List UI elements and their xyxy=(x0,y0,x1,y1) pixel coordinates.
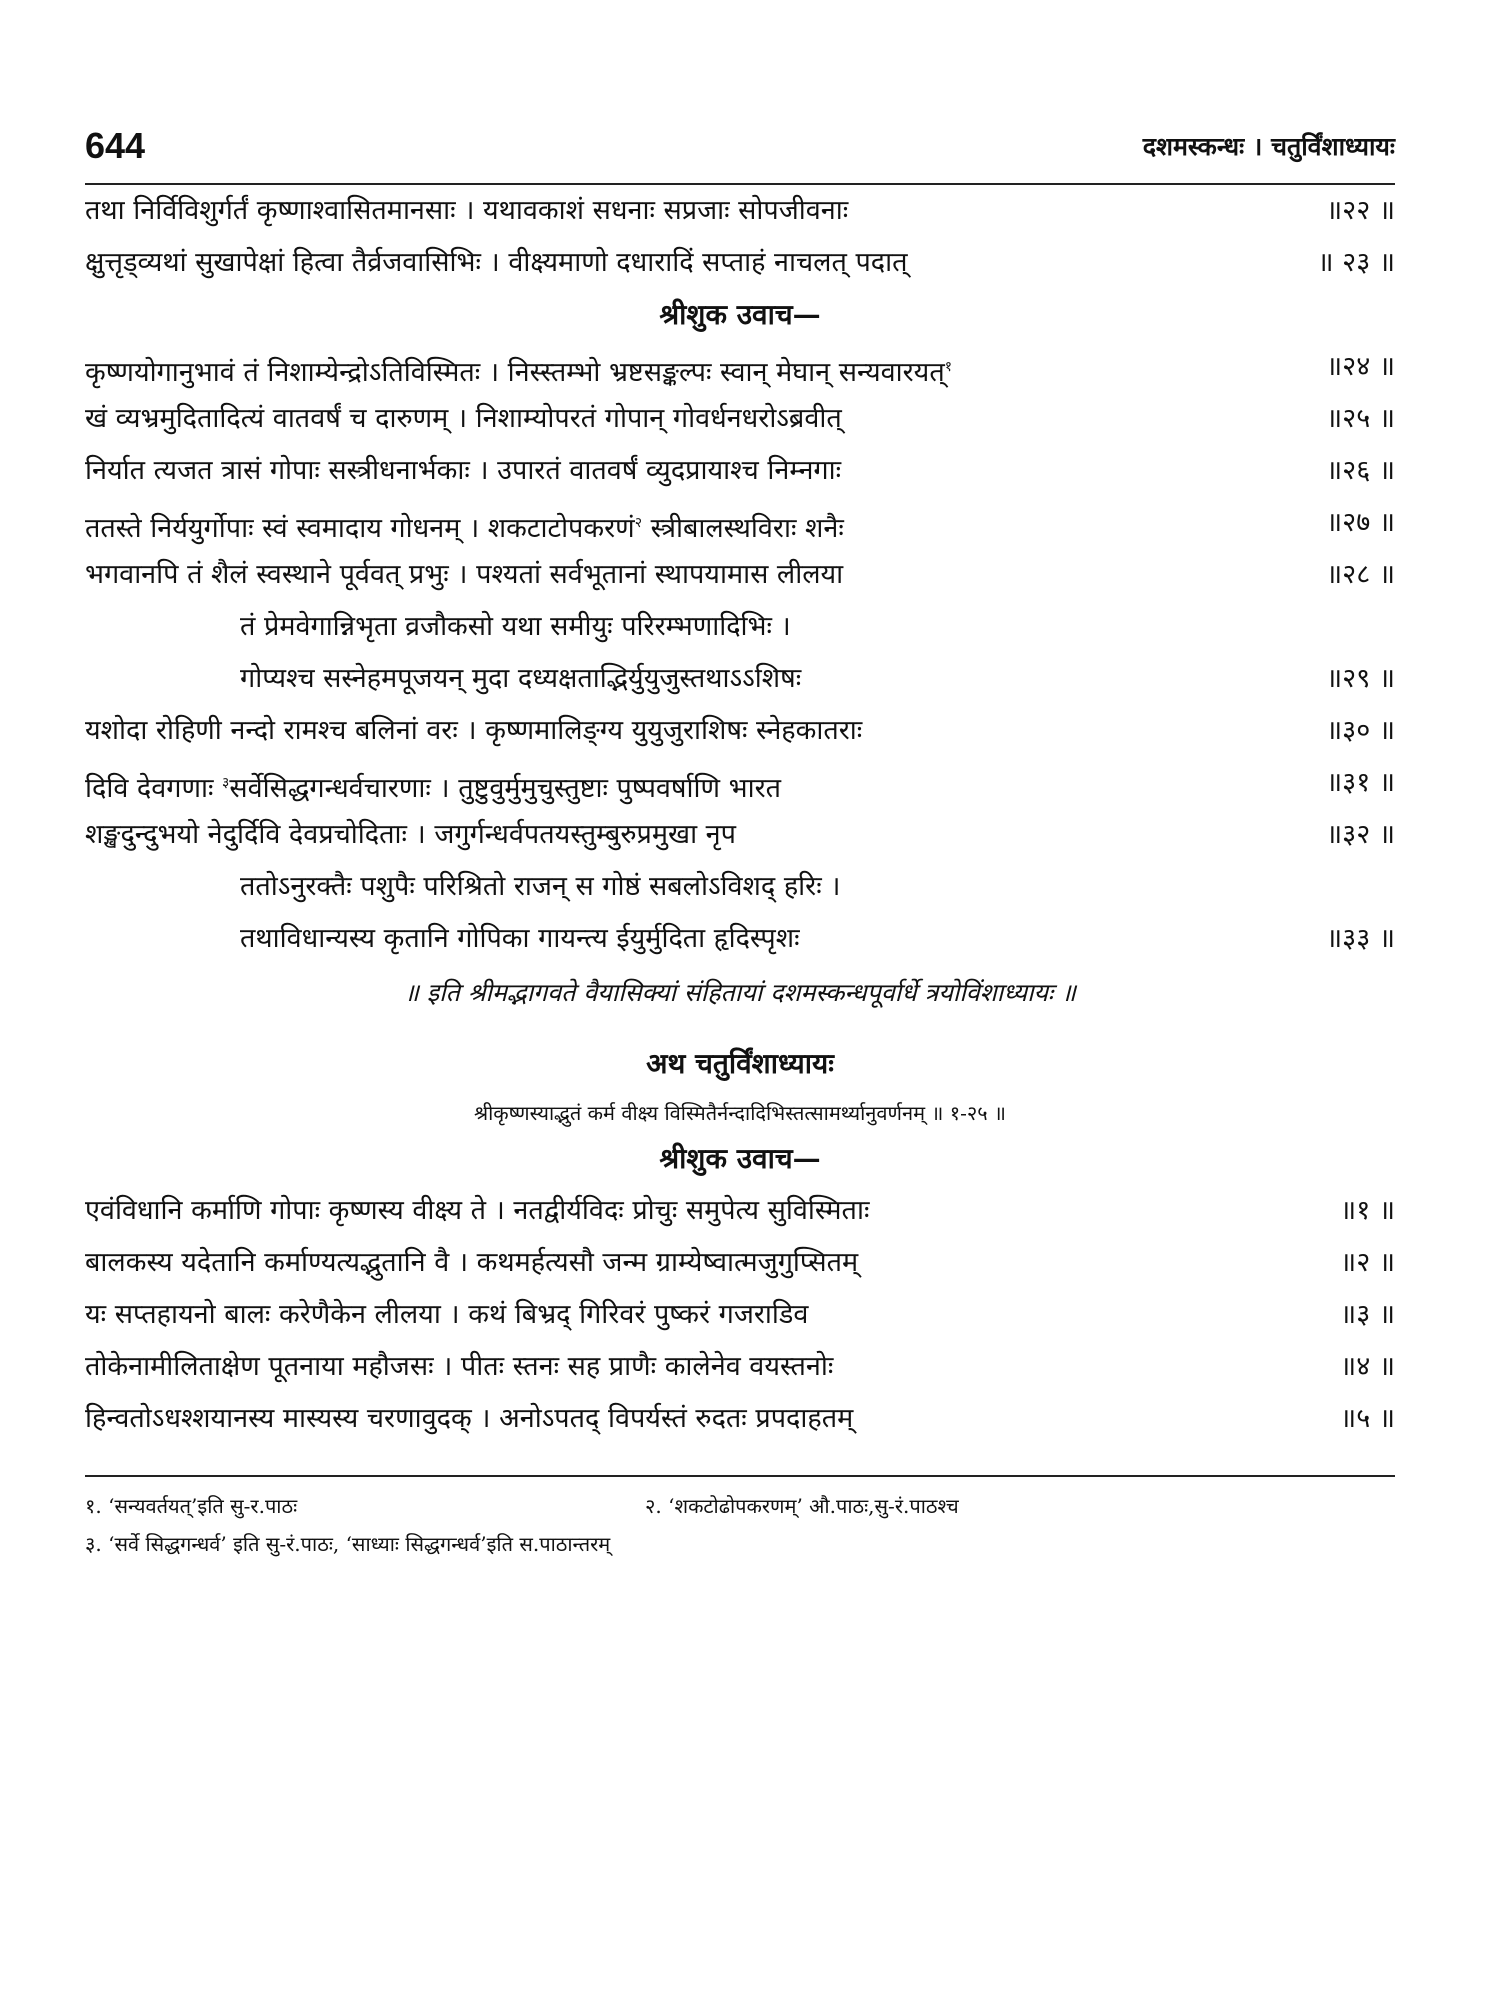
verse-number: ॥१ ॥ xyxy=(1340,1195,1395,1226)
speaker-heading: श्रीशुक उवाच— xyxy=(659,298,821,331)
page-number: 644 xyxy=(85,125,146,166)
verse-text-tail: सर्वेसिद्धगन्धर्वचारणाः । तुष्टुवुर्मुमुचुस्तुष्टाः पुष्पवर्षाणि भारत xyxy=(229,773,782,804)
verse-text: क्षुत्तृड्व्यथां सुखापेक्षां हित्वा तैर्व्रजवासिभिः । वीक्ष्यमाणो दधारादिं सप्ताहं नाचलत् पदात् xyxy=(85,247,908,278)
running-title: दशमस्कन्धः । चतुर्विंशाध्यायः xyxy=(1142,132,1395,161)
verse-line xyxy=(85,1393,1395,1445)
verse-line xyxy=(85,757,1395,809)
footnote-marker: ३ xyxy=(222,775,230,791)
verse-block-22-23 xyxy=(85,185,1395,289)
verse-text: खं व्यभ्रमुदितादित्यं वातवर्षं च दारुणम् । निशाम्योपरतं गोपान् गोवर्धनधरोऽब्रवीत् xyxy=(85,403,842,434)
verse-number: ॥२५ ॥ xyxy=(1325,403,1395,434)
verse-line xyxy=(85,393,1395,445)
verse-text: एवंविधानि कर्माणि गोपाः कृष्णस्य वीक्ष्य ते । नतद्वीर्यविदः प्रोचुः समुपेत्य सुविस्मिताः xyxy=(85,1195,870,1226)
verse-number: ॥२४ ॥ xyxy=(1325,351,1395,382)
verse-text: भगवानपि तं शैलं स्वस्थाने पूर्ववत् प्रभुः । पश्यतां सर्वभूतानां स्थापयामास लीलया xyxy=(85,559,844,590)
chapter-title: अथ चतुर्विंशाध्यायः xyxy=(646,1047,834,1080)
verse-number: ॥२७ ॥ xyxy=(1325,507,1395,538)
verse-number: ॥२८ ॥ xyxy=(1325,559,1395,590)
footnote-3: ३. ‘सर्वे सिद्धगन्धर्व’ इति सु-रं.पाठः, ‘साध्याः सिद्धगन्धर्व’इति स.पाठान्तरम् xyxy=(85,1532,611,1556)
verse-line xyxy=(85,705,1395,757)
footnote-marker: २ xyxy=(634,515,642,531)
verse-text: हिन्वतोऽधश्शयानस्य मास्यस्य चरणावुदक् । अनोऽपतद् विपर्यस्तं रुदतः प्रपदाहतम् xyxy=(85,1403,854,1434)
verse-number: ॥३ ॥ xyxy=(1340,1299,1395,1330)
verse-text: यः सप्तहायनो बालः करेणैकेन लीलया । कथं बिभ्रद् गिरिवरं पुष्करं गजराडिव xyxy=(85,1299,809,1330)
verse-line xyxy=(85,445,1395,497)
verse-line xyxy=(85,1237,1395,1289)
footnote-row xyxy=(85,1525,1395,1563)
verse-text: तथा निर्विविशुर्गर्तं कृष्णाश्वासितमानसाः । यथावकाशं सधनाः सप्रजाः सोपजीवनाः xyxy=(85,195,849,226)
verse-number: ॥३० ॥ xyxy=(1325,715,1395,746)
verse-line xyxy=(85,809,1395,861)
verse-number: ॥२९ ॥ xyxy=(1325,663,1395,694)
verse-text: कृष्णयोगानुभावं तं निशाम्येन्द्रोऽतिविस्मितः । निस्स्तम्भो भ्रष्टसङ्कल्पः स्वान् मेघान् सन्यवारयत्$^१$ xyxy=(85,357,952,388)
verse-number: ॥ २३ ॥ xyxy=(1317,247,1395,278)
verse-line xyxy=(85,861,1395,913)
verse-line xyxy=(85,185,1395,237)
verse-line xyxy=(85,913,1395,965)
verse-number: ॥२६ ॥ xyxy=(1325,455,1395,486)
verse-number: ॥२ ॥ xyxy=(1340,1247,1395,1278)
verse-text: तोकेनामीलिताक्षेण पूतनाया महौजसः । पीतः स्तनः सह प्राणैः कालेनेव वयस्तनोः xyxy=(85,1351,834,1382)
page xyxy=(85,125,1395,1563)
verse-text-tail: स्त्रीबालस्थविराः शनैः xyxy=(641,513,844,544)
verse-number: ॥३३ ॥ xyxy=(1325,923,1395,954)
page-header xyxy=(85,125,1395,177)
verse-line xyxy=(85,1341,1395,1393)
verse-block-1-5 xyxy=(85,1185,1395,1445)
verse-text: तथाविधान्यस्य कृतानि गोपिका गायन्त्य ईयुर्मुदिता हृदिस्पृशः xyxy=(240,923,800,954)
verse-number: ॥२२ ॥ xyxy=(1325,195,1395,226)
verse-text: गोप्यश्च सस्नेहमपूजयन् मुदा दध्यक्षताद्भिर्युयुजुस्तथाऽऽशिषः xyxy=(240,663,802,694)
verse-line xyxy=(85,653,1395,705)
footnote-marker: १ xyxy=(944,359,952,375)
verse-line xyxy=(85,341,1395,393)
verse-line xyxy=(85,549,1395,601)
verse-text: दिवि देवगणाः $^३$सर्वेसिद्धगन्धर्वचारणाः । तुष्टुवुर्मुमुचुस्तुष्टाः पुष्पवर्षाणि भारत xyxy=(85,773,782,804)
verse-block-24-28 xyxy=(85,341,1395,601)
chapter-colophon: ॥ इति श्रीमद्भागवते वैयासिक्यां संहितायां दशमस्कन्धपूर्वार्धे त्रयोविंशाध्यायः ॥ xyxy=(403,978,1077,1007)
verse-text: ततस्ते निर्ययुर्गोपाः स्वं स्वमादाय गोधनम् । शकटाटोपकरणं$^२$ स्त्रीबालस्थविराः शनैः xyxy=(85,513,844,544)
verse-text: ततोऽनुरक्तैः पशुपैः परिश्रितो राजन् स गोष्ठं सबलोऽविशद् हरिः । xyxy=(240,871,841,902)
verse-number: ॥३२ ॥ xyxy=(1325,819,1395,850)
footnote-1: १. ‘सन्यवर्तयत्’इति सु-र.पाठः xyxy=(85,1494,298,1518)
verse-line xyxy=(85,1289,1395,1341)
verse-number: ॥५ ॥ xyxy=(1340,1403,1395,1434)
verse-text: बालकस्य यदेतानि कर्माण्यत्यद्भुतानि वै । कथमर्हत्यसौ जन्म ग्राम्येष्वात्मजुगुप्सितम् xyxy=(85,1247,859,1278)
verse-line xyxy=(85,601,1395,653)
verse-line xyxy=(85,237,1395,289)
verse-block-29 xyxy=(85,601,1395,705)
footnotes xyxy=(85,1475,1395,1563)
verse-text: शङ्खदुन्दुभयो नेदुर्दिवि देवप्रचोदिताः । जगुर्गन्धर्वपतयस्तुम्बुरुप्रमुखा नृप xyxy=(85,819,736,850)
verse-number: ॥३१ ॥ xyxy=(1325,767,1395,798)
verse-text: निर्यात त्यजत त्रासं गोपाः सस्त्रीधनार्भकाः । उपारतं वातवर्षं व्युदप्रायाश्च निम्नगाः xyxy=(85,455,842,486)
speaker-heading: श्रीशुक उवाच— xyxy=(659,1142,821,1175)
footnote-2: २. ‘शकटोढोपकरणम्’ औ.पाठः,सु-रं.पाठश्च xyxy=(645,1494,959,1518)
verse-text: यशोदा रोहिणी नन्दो रामश्च बलिनां वरः । कृष्णमालिङ्ग्य युयुजुराशिषः स्नेहकातराः xyxy=(85,715,863,746)
footnote-row xyxy=(85,1487,1395,1525)
verse-block-33 xyxy=(85,861,1395,965)
chapter-summary: श्रीकृष्णस्याद्भुतं कर्म वीक्ष्य विस्मितैर्नन्दादिभिस्तत्सामर्थ्यानुवर्णनम् ॥ १-२५ ॥ xyxy=(473,1101,1007,1125)
verse-line xyxy=(85,497,1395,549)
verse-number: ॥४ ॥ xyxy=(1340,1351,1395,1382)
verse-block-30-32 xyxy=(85,705,1395,861)
verse-line xyxy=(85,1185,1395,1237)
verse-text: तं प्रेमवेगान्निभृता व्रजौकसो यथा समीयुः परिरम्भणादिभिः । xyxy=(240,611,791,642)
